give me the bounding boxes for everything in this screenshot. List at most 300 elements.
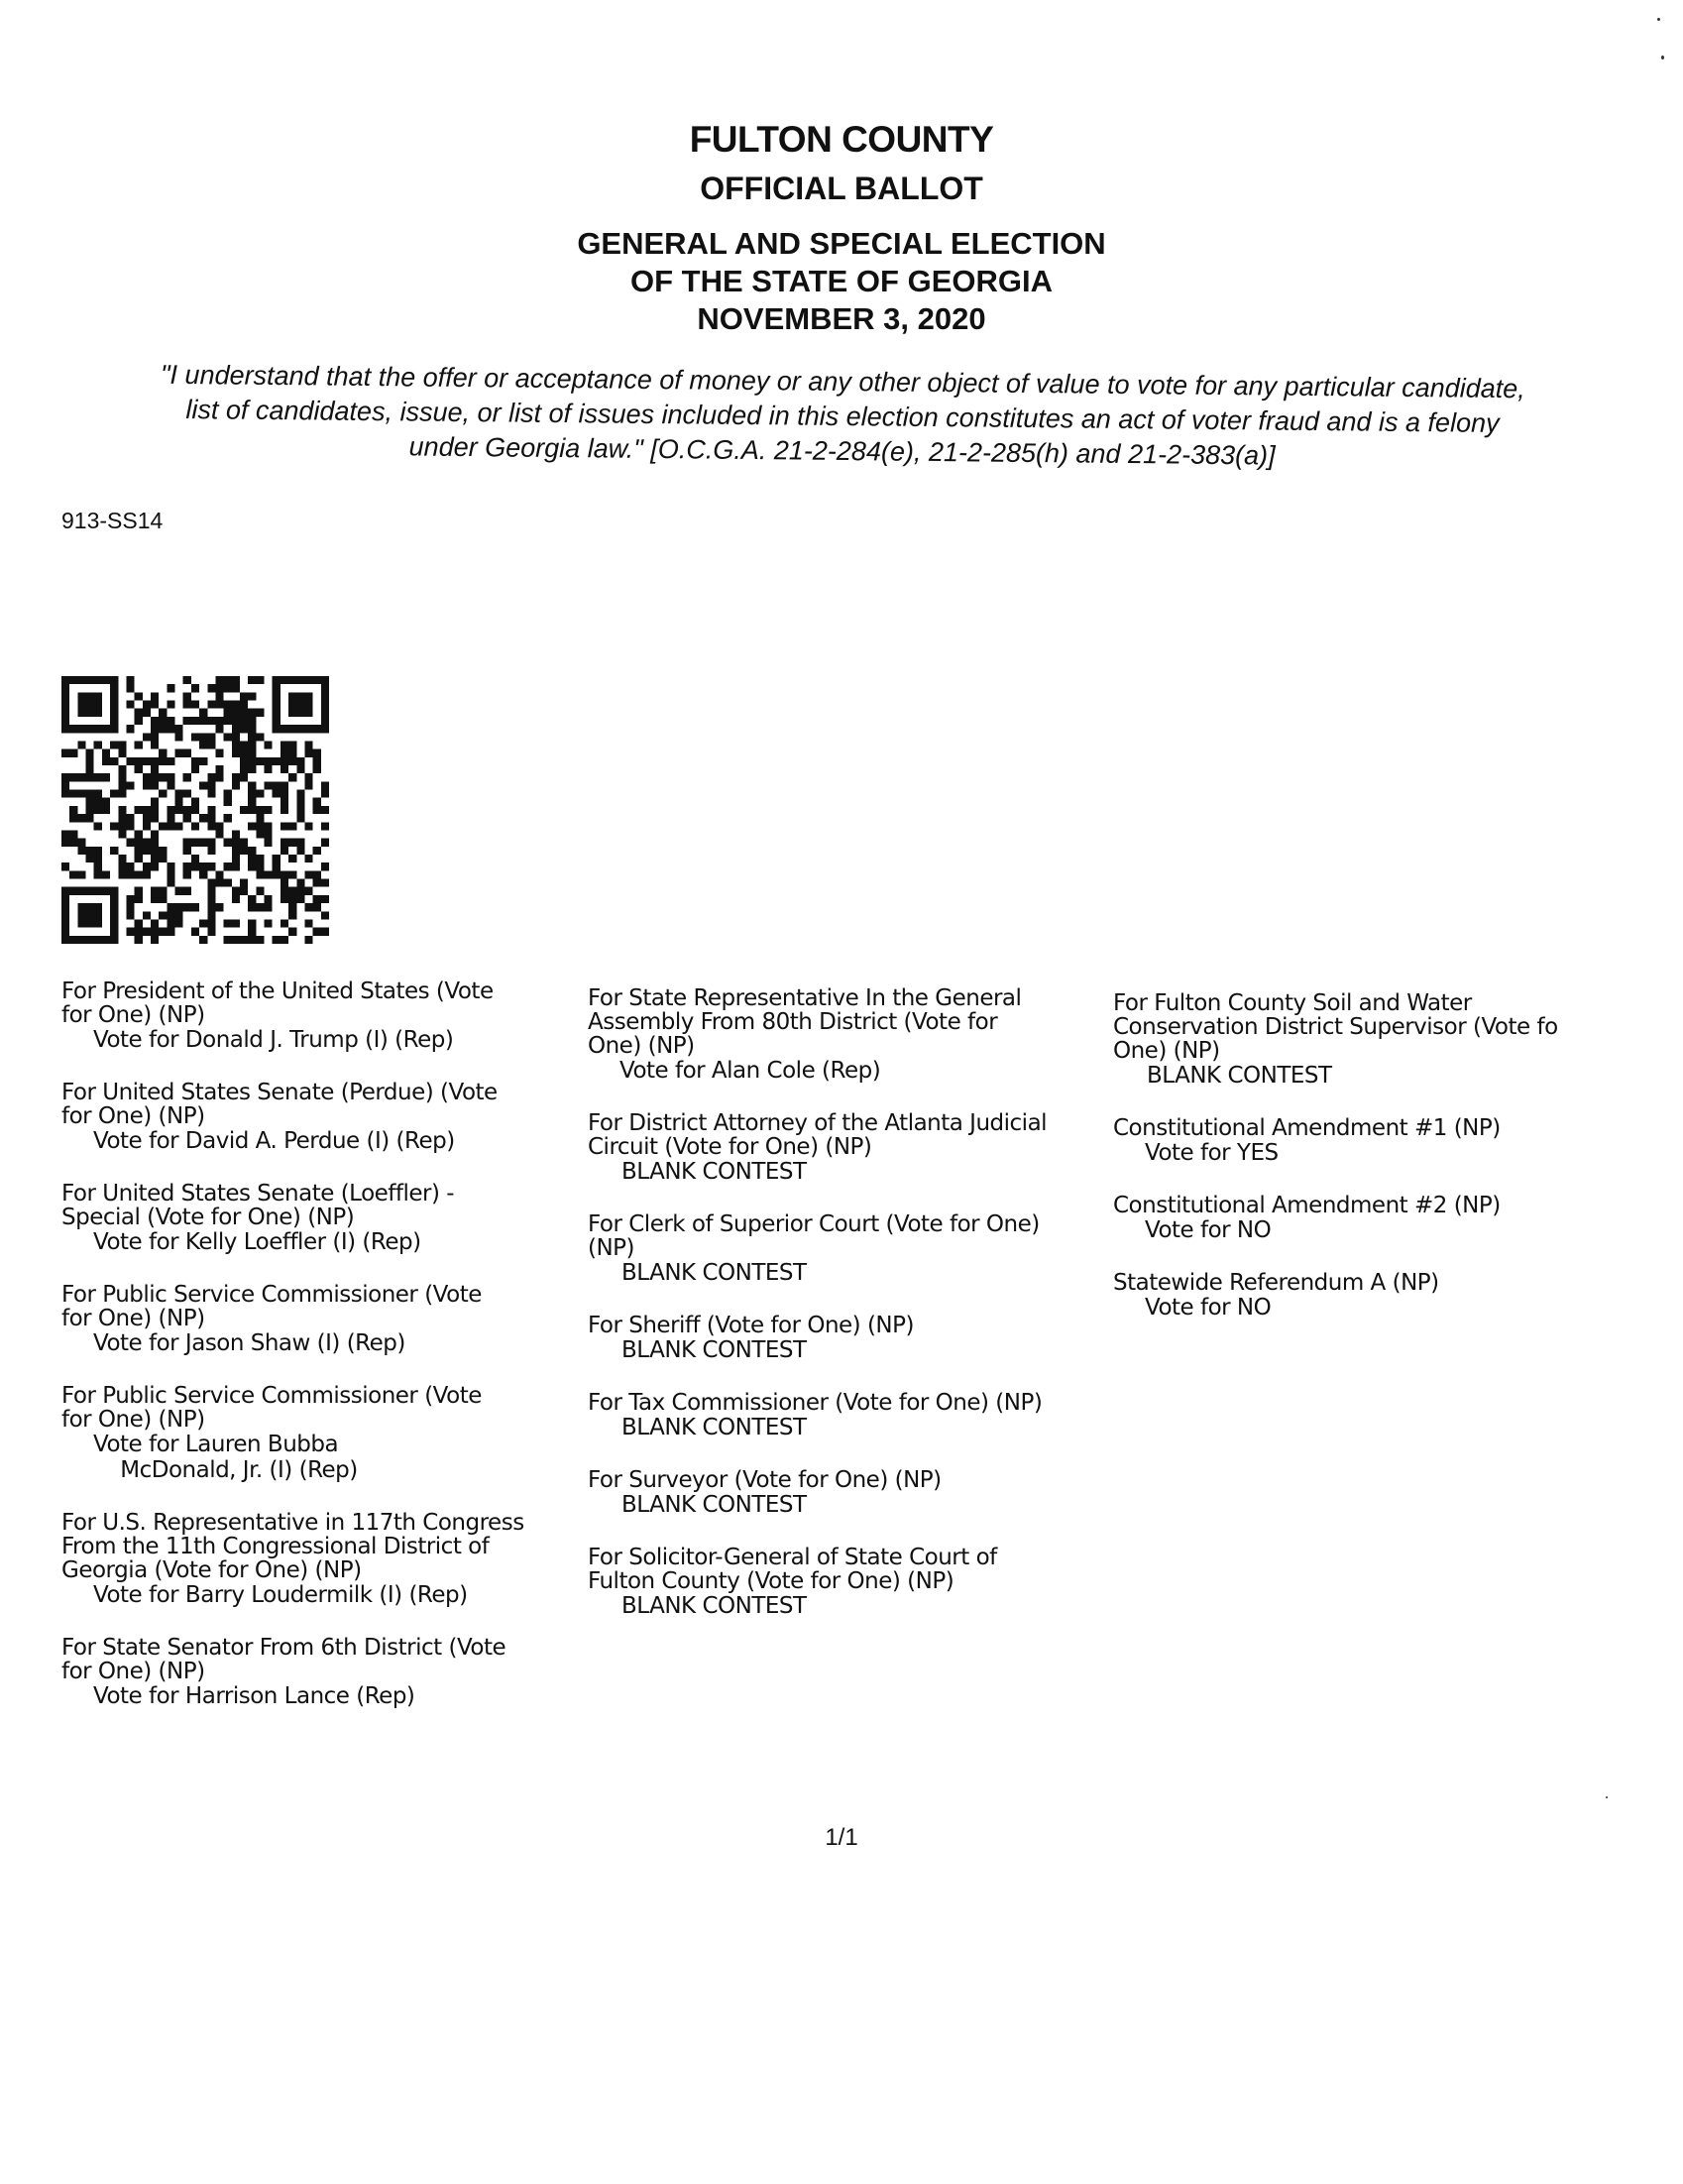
qr-module xyxy=(224,919,232,927)
qr-module xyxy=(159,911,167,919)
qr-module xyxy=(86,749,94,757)
qr-module xyxy=(224,798,232,806)
qr-module xyxy=(280,870,288,878)
qr-module xyxy=(207,733,215,741)
qr-module xyxy=(86,887,94,895)
qr-module xyxy=(126,676,134,684)
qr-module xyxy=(288,887,296,895)
qr-module xyxy=(143,928,151,936)
qr-module xyxy=(167,717,174,725)
qr-module xyxy=(321,895,329,903)
qr-module xyxy=(135,765,143,773)
qr-module xyxy=(159,887,167,895)
qr-module xyxy=(86,701,94,709)
qr-module xyxy=(207,887,215,895)
qr-module xyxy=(313,725,321,733)
qr-module xyxy=(110,725,118,733)
qr-module xyxy=(313,798,321,806)
qr-module xyxy=(296,757,304,765)
qr-module xyxy=(135,919,143,927)
qr-module xyxy=(86,773,94,781)
qr-module xyxy=(321,717,329,725)
qr-module xyxy=(273,870,280,878)
contest-column-1 xyxy=(61,979,587,1737)
qr-module xyxy=(199,936,207,944)
qr-module xyxy=(110,903,118,911)
qr-module xyxy=(175,919,183,927)
qr-module xyxy=(151,725,159,733)
qr-module xyxy=(61,717,69,725)
qr-module xyxy=(135,887,143,895)
contest-title: Statewide Referendum A (NP) xyxy=(1113,1270,1439,1296)
qr-module xyxy=(215,676,223,684)
qr-module xyxy=(61,709,69,717)
qr-module xyxy=(248,676,256,684)
qr-module xyxy=(304,692,312,700)
qr-module xyxy=(313,879,321,887)
qr-module xyxy=(143,733,151,741)
qr-module xyxy=(110,919,118,927)
qr-module xyxy=(265,903,273,911)
contest-title: Constitutional Amendment #1 (NP) xyxy=(1113,1115,1501,1141)
qr-module xyxy=(86,847,94,855)
qr-module xyxy=(215,822,223,830)
qr-module xyxy=(224,701,232,709)
qr-module xyxy=(288,692,296,700)
contest xyxy=(1113,991,1638,1089)
qr-module xyxy=(61,911,69,919)
qr-module xyxy=(159,717,167,725)
qr-module xyxy=(175,911,183,919)
qr-module xyxy=(61,936,69,944)
qr-module xyxy=(273,757,280,765)
qr-module xyxy=(151,862,159,870)
qr-module xyxy=(304,781,312,789)
qr-module xyxy=(69,790,77,798)
qr-module xyxy=(199,781,207,789)
qr-module xyxy=(61,830,69,838)
qr-module xyxy=(151,701,159,709)
qr-module xyxy=(167,814,174,822)
qr-module xyxy=(280,741,288,748)
qr-module xyxy=(280,806,288,814)
qr-module xyxy=(183,903,191,911)
qr-module xyxy=(224,790,232,798)
qr-module xyxy=(86,806,94,814)
qr-module xyxy=(304,822,312,830)
contest xyxy=(588,1212,1113,1286)
qr-module xyxy=(232,855,240,862)
contest xyxy=(588,1546,1113,1619)
qr-module xyxy=(207,903,215,911)
qr-module xyxy=(167,862,174,870)
qr-module xyxy=(86,676,94,684)
contest-title: For United States Senate (Perdue) (Vote xyxy=(61,1080,498,1105)
qr-module xyxy=(126,928,134,936)
qr-module xyxy=(232,701,240,709)
qr-module xyxy=(199,733,207,741)
qr-module xyxy=(151,773,159,781)
qr-module xyxy=(143,773,151,781)
qr-module xyxy=(61,701,69,709)
qr-module xyxy=(94,798,102,806)
qr-module xyxy=(313,676,321,684)
qr-module xyxy=(94,855,102,862)
qr-module xyxy=(199,709,207,717)
qr-module xyxy=(126,822,134,830)
qr-module xyxy=(248,903,256,911)
qr-module xyxy=(126,814,134,822)
qr-module xyxy=(167,701,174,709)
qr-module xyxy=(77,676,85,684)
qr-module xyxy=(61,676,69,684)
qr-module xyxy=(288,870,296,878)
qr-module xyxy=(273,936,280,944)
qr-module xyxy=(288,895,296,903)
qr-module xyxy=(256,830,264,838)
qr-module xyxy=(183,847,191,855)
qr-module xyxy=(240,709,248,717)
contest-selection: McDonald, Jr. (I) (Rep) xyxy=(93,1457,358,1483)
contest-title: For Fulton County Soil and Water xyxy=(1113,990,1472,1016)
qr-module xyxy=(118,741,126,748)
election-line-1: GENERAL AND SPECIAL ELECTION xyxy=(577,226,1106,261)
qr-module xyxy=(224,684,232,692)
qr-module xyxy=(151,798,159,806)
qr-module xyxy=(135,806,143,814)
qr-module xyxy=(240,887,248,895)
contest-title: One) (NP) xyxy=(588,1033,695,1059)
qr-module xyxy=(135,741,143,748)
qr-module xyxy=(167,870,174,878)
qr-module xyxy=(69,773,77,781)
qr-module xyxy=(265,781,273,789)
qr-module xyxy=(118,862,126,870)
qr-module xyxy=(110,701,118,709)
contest-title: For President of the United States (Vote xyxy=(61,978,494,1004)
qr-module xyxy=(232,862,240,870)
qr-module xyxy=(280,798,288,806)
qr-module xyxy=(240,847,248,855)
qr-module xyxy=(191,903,199,911)
qr-module xyxy=(86,765,94,773)
qr-module xyxy=(151,839,159,847)
qr-module xyxy=(199,862,207,870)
qr-module xyxy=(215,701,223,709)
contest-title: Constitutional Amendment #2 (NP) xyxy=(1113,1193,1501,1218)
qr-module xyxy=(191,765,199,773)
contest-title: Assembly From 80th District (Vote for xyxy=(588,1009,998,1035)
qr-module xyxy=(61,781,69,789)
qr-module xyxy=(135,895,143,903)
qr-module xyxy=(207,919,215,927)
qr-module xyxy=(296,806,304,814)
qr-module xyxy=(151,692,159,700)
qr-module xyxy=(273,692,280,700)
qr-module xyxy=(232,887,240,895)
voter-oath xyxy=(68,357,1616,477)
qr-module xyxy=(191,822,199,830)
qr-module xyxy=(183,773,191,781)
contest-title: For Sheriff (Vote for One) (NP) xyxy=(588,1313,914,1338)
qr-module xyxy=(215,870,223,878)
oath-line-3: under Georgia law." [O.C.G.A. 21-2-284(e), 21-2-285(h) and 21-2-383(a)] xyxy=(408,431,1276,471)
contest-selection: Vote for Jason Shaw (I) (Rep) xyxy=(93,1330,405,1356)
qr-module xyxy=(69,887,77,895)
qr-module xyxy=(143,781,151,789)
qr-module xyxy=(110,928,118,936)
qr-module xyxy=(77,903,85,911)
qr-module xyxy=(224,879,232,887)
qr-module xyxy=(159,847,167,855)
qr-module xyxy=(232,741,240,748)
qr-module xyxy=(280,757,288,765)
contest-title: Fulton County (Vote for One) (NP) xyxy=(588,1568,954,1594)
qr-module xyxy=(215,830,223,838)
contest-selection: Vote for Lauren Bubba xyxy=(93,1432,339,1457)
qr-module xyxy=(248,822,256,830)
contest-title: One) (NP) xyxy=(1113,1038,1220,1064)
contest-selection: BLANK CONTEST xyxy=(621,1415,807,1440)
qr-module xyxy=(86,757,94,765)
qr-code-graphic xyxy=(61,676,329,944)
qr-module xyxy=(207,781,215,789)
qr-module xyxy=(248,936,256,944)
qr-module xyxy=(110,790,118,798)
qr-module xyxy=(102,887,110,895)
qr-module xyxy=(77,814,85,822)
qr-module xyxy=(61,919,69,927)
qr-module xyxy=(288,839,296,847)
qr-module xyxy=(135,936,143,944)
qr-module xyxy=(61,773,69,781)
qr-module xyxy=(77,741,85,748)
qr-module xyxy=(232,717,240,725)
qr-module xyxy=(94,862,102,870)
qr-module xyxy=(175,798,183,806)
contest-title: for One) (NP) xyxy=(61,1002,205,1028)
qr-module xyxy=(207,862,215,870)
qr-module xyxy=(94,709,102,717)
qr-code xyxy=(61,676,329,944)
qr-module xyxy=(77,847,85,855)
contest xyxy=(61,1182,587,1255)
qr-module xyxy=(69,814,77,822)
qr-module xyxy=(256,870,264,878)
qr-module xyxy=(224,936,232,944)
contest-selection: Vote for NO xyxy=(1145,1295,1272,1321)
contest-selection: BLANK CONTEST xyxy=(621,1337,807,1363)
qr-module xyxy=(248,919,256,927)
qr-module xyxy=(321,676,329,684)
qr-module xyxy=(77,911,85,919)
qr-module xyxy=(77,919,85,927)
qr-module xyxy=(313,806,321,814)
qr-module xyxy=(273,862,280,870)
qr-module xyxy=(265,757,273,765)
qr-module xyxy=(69,725,77,733)
contest-title: Georgia (Vote for One) (NP) xyxy=(61,1557,362,1583)
qr-module xyxy=(94,903,102,911)
qr-module xyxy=(151,919,159,927)
qr-module xyxy=(256,855,264,862)
contest-selection: Vote for Barry Loudermilk (I) (Rep) xyxy=(93,1582,468,1608)
contest-title: For Public Service Commissioner (Vote xyxy=(61,1282,482,1308)
qr-module xyxy=(94,822,102,830)
qr-module xyxy=(167,822,174,830)
contest-title: For District Attorney of the Atlanta Judicial xyxy=(588,1110,1048,1136)
qr-module xyxy=(304,741,312,748)
qr-module xyxy=(126,895,134,903)
qr-module xyxy=(167,757,174,765)
qr-module xyxy=(86,814,94,822)
qr-module xyxy=(248,717,256,725)
qr-module xyxy=(304,749,312,757)
qr-module xyxy=(94,676,102,684)
qr-module xyxy=(77,725,85,733)
qr-module xyxy=(207,911,215,919)
qr-module xyxy=(61,692,69,700)
qr-module xyxy=(248,862,256,870)
qr-module xyxy=(61,725,69,733)
qr-module xyxy=(296,725,304,733)
qr-module xyxy=(240,741,248,748)
qr-module xyxy=(175,790,183,798)
qr-module xyxy=(94,936,102,944)
qr-module xyxy=(321,822,329,830)
qr-module xyxy=(224,839,232,847)
qr-module xyxy=(265,830,273,838)
qr-module xyxy=(296,887,304,895)
qr-module xyxy=(280,822,288,830)
qr-module xyxy=(232,919,240,927)
qr-module xyxy=(288,903,296,911)
qr-module xyxy=(256,887,264,895)
qr-module xyxy=(159,822,167,830)
qr-module xyxy=(94,911,102,919)
qr-module xyxy=(118,822,126,830)
qr-module xyxy=(256,757,264,765)
qr-module xyxy=(207,839,215,847)
qr-module xyxy=(321,928,329,936)
qr-module xyxy=(240,757,248,765)
qr-module xyxy=(215,903,223,911)
qr-module xyxy=(321,709,329,717)
qr-module xyxy=(86,692,94,700)
contest-title: For Solicitor-General of State Court of xyxy=(588,1545,997,1570)
qr-module xyxy=(240,773,248,781)
contest-title: for One) (NP) xyxy=(61,1659,205,1684)
qr-module xyxy=(321,701,329,709)
qr-module xyxy=(207,847,215,855)
qr-module xyxy=(151,814,159,822)
qr-module xyxy=(248,733,256,741)
qr-module xyxy=(86,725,94,733)
qr-module xyxy=(159,749,167,757)
qr-module xyxy=(94,870,102,878)
qr-module xyxy=(313,928,321,936)
qr-module xyxy=(240,701,248,709)
qr-module xyxy=(191,757,199,765)
qr-module xyxy=(94,887,102,895)
qr-module xyxy=(304,773,312,781)
qr-module xyxy=(102,757,110,765)
qr-module xyxy=(126,757,134,765)
qr-module xyxy=(232,895,240,903)
contest-selection: Vote for David A. Perdue (I) (Rep) xyxy=(93,1128,455,1154)
contest-title: for One) (NP) xyxy=(61,1103,205,1129)
qr-module xyxy=(151,781,159,789)
qr-module xyxy=(232,830,240,838)
qr-module xyxy=(288,757,296,765)
qr-module xyxy=(77,709,85,717)
qr-module xyxy=(296,798,304,806)
qr-module xyxy=(232,725,240,733)
qr-module xyxy=(296,847,304,855)
qr-module xyxy=(126,781,134,789)
qr-module xyxy=(86,911,94,919)
qr-module xyxy=(232,749,240,757)
qr-module xyxy=(265,919,273,927)
qr-module xyxy=(313,765,321,773)
qr-module xyxy=(273,717,280,725)
qr-module xyxy=(151,765,159,773)
qr-module xyxy=(273,781,280,789)
qr-module xyxy=(183,749,191,757)
qr-module xyxy=(232,773,240,781)
qr-module xyxy=(248,749,256,757)
qr-module xyxy=(94,919,102,927)
qr-module xyxy=(77,773,85,781)
qr-module xyxy=(191,701,199,709)
qr-module xyxy=(94,790,102,798)
qr-module xyxy=(61,903,69,911)
qr-module xyxy=(256,903,264,911)
qr-module xyxy=(199,741,207,748)
qr-module xyxy=(288,725,296,733)
qr-module xyxy=(159,928,167,936)
qr-module xyxy=(77,790,85,798)
qr-module xyxy=(118,790,126,798)
qr-module xyxy=(273,676,280,684)
qr-module xyxy=(110,709,118,717)
qr-module xyxy=(215,684,223,692)
qr-module xyxy=(224,676,232,684)
page-number: 1/1 xyxy=(825,1824,858,1851)
qr-module xyxy=(175,725,183,733)
qr-module xyxy=(118,765,126,773)
qr-module xyxy=(313,870,321,878)
qr-module xyxy=(110,741,118,748)
scan-speck xyxy=(1606,1796,1608,1798)
qr-module xyxy=(126,862,134,870)
ballot-style-id: 913-SS14 xyxy=(61,508,164,533)
qr-module xyxy=(143,701,151,709)
qr-module xyxy=(273,701,280,709)
qr-module xyxy=(280,895,288,903)
qr-module xyxy=(110,847,118,855)
qr-module xyxy=(304,725,312,733)
qr-module xyxy=(256,814,264,822)
contest-selection: Vote for Harrison Lance (Rep) xyxy=(93,1683,415,1709)
qr-module xyxy=(167,911,174,919)
qr-module xyxy=(265,895,273,903)
qr-module xyxy=(94,847,102,855)
qr-module xyxy=(248,741,256,748)
qr-module xyxy=(288,676,296,684)
qr-module xyxy=(313,895,321,903)
qr-module xyxy=(280,676,288,684)
